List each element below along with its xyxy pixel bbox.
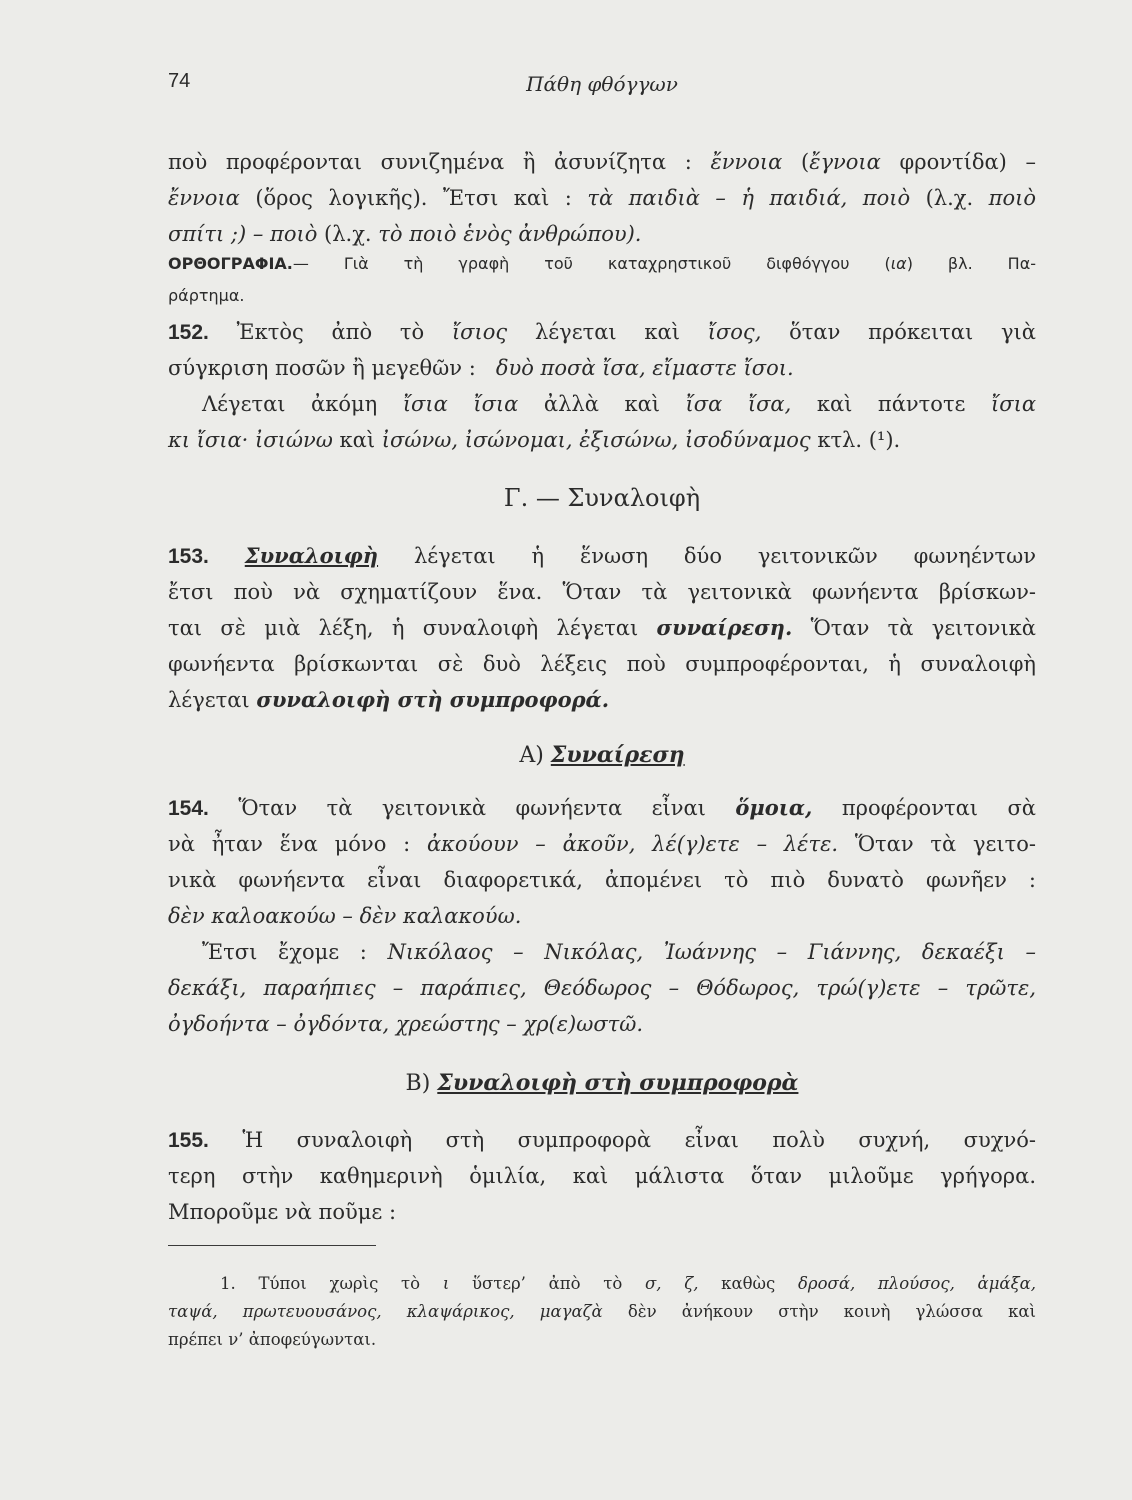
text-line: Ἔτσι ἔχομε : Νικόλαος – Νικόλας, Ἰωάννης – Γιάννης, δεκαέξι – bbox=[202, 940, 1037, 964]
text-line: 152. Ἐκτὸς ἀπὸ τὸ ἴσιος λέγεται καὶ ἴσος, ὅταν πρόκειται γιὰ bbox=[168, 320, 1036, 344]
footnote-rule bbox=[168, 1245, 376, 1246]
text-line: κι ἴσια· ἰσιώνω καὶ ἰσώνω, ἰσώνομαι, ἐξισώνω, ἰσοδύναμος κτλ. (¹). bbox=[168, 428, 901, 452]
text-line: ταψά, πρωτευουσάνος, κλαψάρικος, μαγαζὰ δὲν ἀνήκουν στὴν κοινὴ γλώσσα καὶ bbox=[168, 1302, 1037, 1321]
subheading-a: Α) Συναίρεση bbox=[519, 742, 685, 768]
footnote-number: 1. bbox=[220, 1274, 236, 1293]
page-number: 74 bbox=[168, 70, 191, 92]
section-152 bbox=[168, 314, 1036, 458]
section-number: 155. bbox=[168, 1129, 209, 1152]
text-line: νὰ ἦταν ἕνα μόνο : ἀκούουν – ἀκοῦν, λέ(γ)ετε – λέτε. Ὅταν τὰ γειτο- bbox=[168, 832, 1036, 856]
text-line: Λέγεται ἀκόμη ἴσια ἴσια ἀλλὰ καὶ ἴσα ἴσα, καὶ πάντοτε ἴσια bbox=[202, 392, 1036, 416]
page-header bbox=[168, 70, 1036, 110]
text-line: λέγεται συναλοιφὴ στὴ συμπροφορά. bbox=[168, 687, 610, 712]
section-number: 154. bbox=[168, 797, 209, 820]
section-153 bbox=[168, 538, 1036, 718]
text-line: πρέπει ν’ ἀποφεύγωνται. bbox=[168, 1330, 377, 1349]
continuation-paragraph bbox=[168, 144, 1036, 252]
text-line: ἔννοια (ὅρος λογικῆς). Ἔτσι καὶ : τὰ παιδιὰ – ἡ παιδιά, ποιὸ (λ.χ. ποιὸ bbox=[168, 186, 1036, 210]
text-line: σπίτι ;) – ποιὸ (λ.χ. τὸ ποιὸ ἑνὸς ἀνθρώπου). bbox=[168, 222, 642, 246]
section-heading-g: Γ. — Συναλοιφὴ bbox=[503, 484, 701, 512]
text-line: ὀγδοήντα – ὀγδόντα, χρεώστης – χρ(ε)ωστῶ. bbox=[168, 1012, 644, 1036]
section-154 bbox=[168, 790, 1036, 1042]
text-line: 153. Συναλοιφὴ λέγεται ἡ ἕνωση δύο γειτονικῶν φωνηέντων bbox=[168, 543, 1036, 568]
text-line: δὲν καλοακούω – δὲν καλακούω. bbox=[168, 904, 522, 928]
footnote bbox=[168, 1270, 1036, 1354]
text-line: 155. Ἡ συναλοιφὴ στὴ συμπροφορὰ εἶναι πολὺ συχνή, συχνό- bbox=[168, 1128, 1036, 1152]
orthography-note bbox=[168, 248, 1036, 312]
text-line: φωνήεντα βρίσκωνται σὲ δυὸ λέξεις ποὺ συμπροφέρονται, ἡ συναλοιφὴ bbox=[168, 652, 1036, 676]
text-line: σύγκριση ποσῶν ἢ μεγεθῶν : δυὸ ποσὰ ἴσα, εἴμαστε ἴσοι. bbox=[168, 356, 794, 380]
text-line: δεκάξι, παραήπιες – παράπιες, Θεόδωρος – Θόδωρος, τρώ(γ)ετε – τρῶτε, bbox=[168, 976, 1036, 1000]
running-title: Πάθη φθόγγων bbox=[526, 72, 678, 96]
text-line: ἔτσι ποὺ νὰ σχηματίζουν ἕνα. Ὅταν τὰ γειτονικὰ φωνήεντα βρίσκων- bbox=[168, 580, 1036, 604]
section-number: 152. bbox=[168, 321, 209, 344]
orthography-label: ΟΡΘΟΓΡΑΦΙΑ. bbox=[168, 254, 293, 273]
text-line: τερη στὴν καθημερινὴ ὁμιλία, καὶ μάλιστα ὅταν μιλοῦμε γρήγορα. bbox=[168, 1164, 1036, 1188]
text-line: ται σὲ μιὰ λέξη, ἡ συναλοιφὴ λέγεται συναίρεση. Ὅταν τὰ γειτονικὰ bbox=[168, 615, 1036, 640]
text-line: 1. Τύποι χωρὶς τὸ ι ὕστερ’ ἀπὸ τὸ σ, ζ, καθὼς δροσά, πλούσος, ἁμάξα, bbox=[220, 1274, 1037, 1293]
text-line: Μποροῦμε νὰ ποῦμε : bbox=[168, 1200, 397, 1224]
text-line: 154. Ὅταν τὰ γειτονικὰ φωνήεντα εἶναι ὅμοια, προφέρονται σὰ bbox=[168, 795, 1036, 820]
text-line: ποὺ προφέρονται συνιζημένα ἢ ἀσυνίζητα : ἔννοια (ἔγνοια φροντίδα) – bbox=[168, 150, 1036, 174]
text-line: νικὰ φωνήεντα εἶναι διαφορετικά, ἀπομένει τὸ πιὸ δυνατὸ φωνῆεν : bbox=[168, 868, 1036, 892]
section-155 bbox=[168, 1122, 1036, 1230]
subheading-b: Β) Συναλοιφὴ στὴ συμπροφορὰ bbox=[405, 1070, 799, 1096]
section-number: 153. bbox=[168, 545, 209, 568]
text-line: ΟΡΘΟΓΡΑΦΙΑ.— Γιὰ τὴ γραφὴ τοῦ καταχρηστικοῦ διφθόγγου (ια) βλ. Πα- bbox=[168, 254, 1037, 273]
text-line: ράρτημα. bbox=[168, 286, 245, 305]
